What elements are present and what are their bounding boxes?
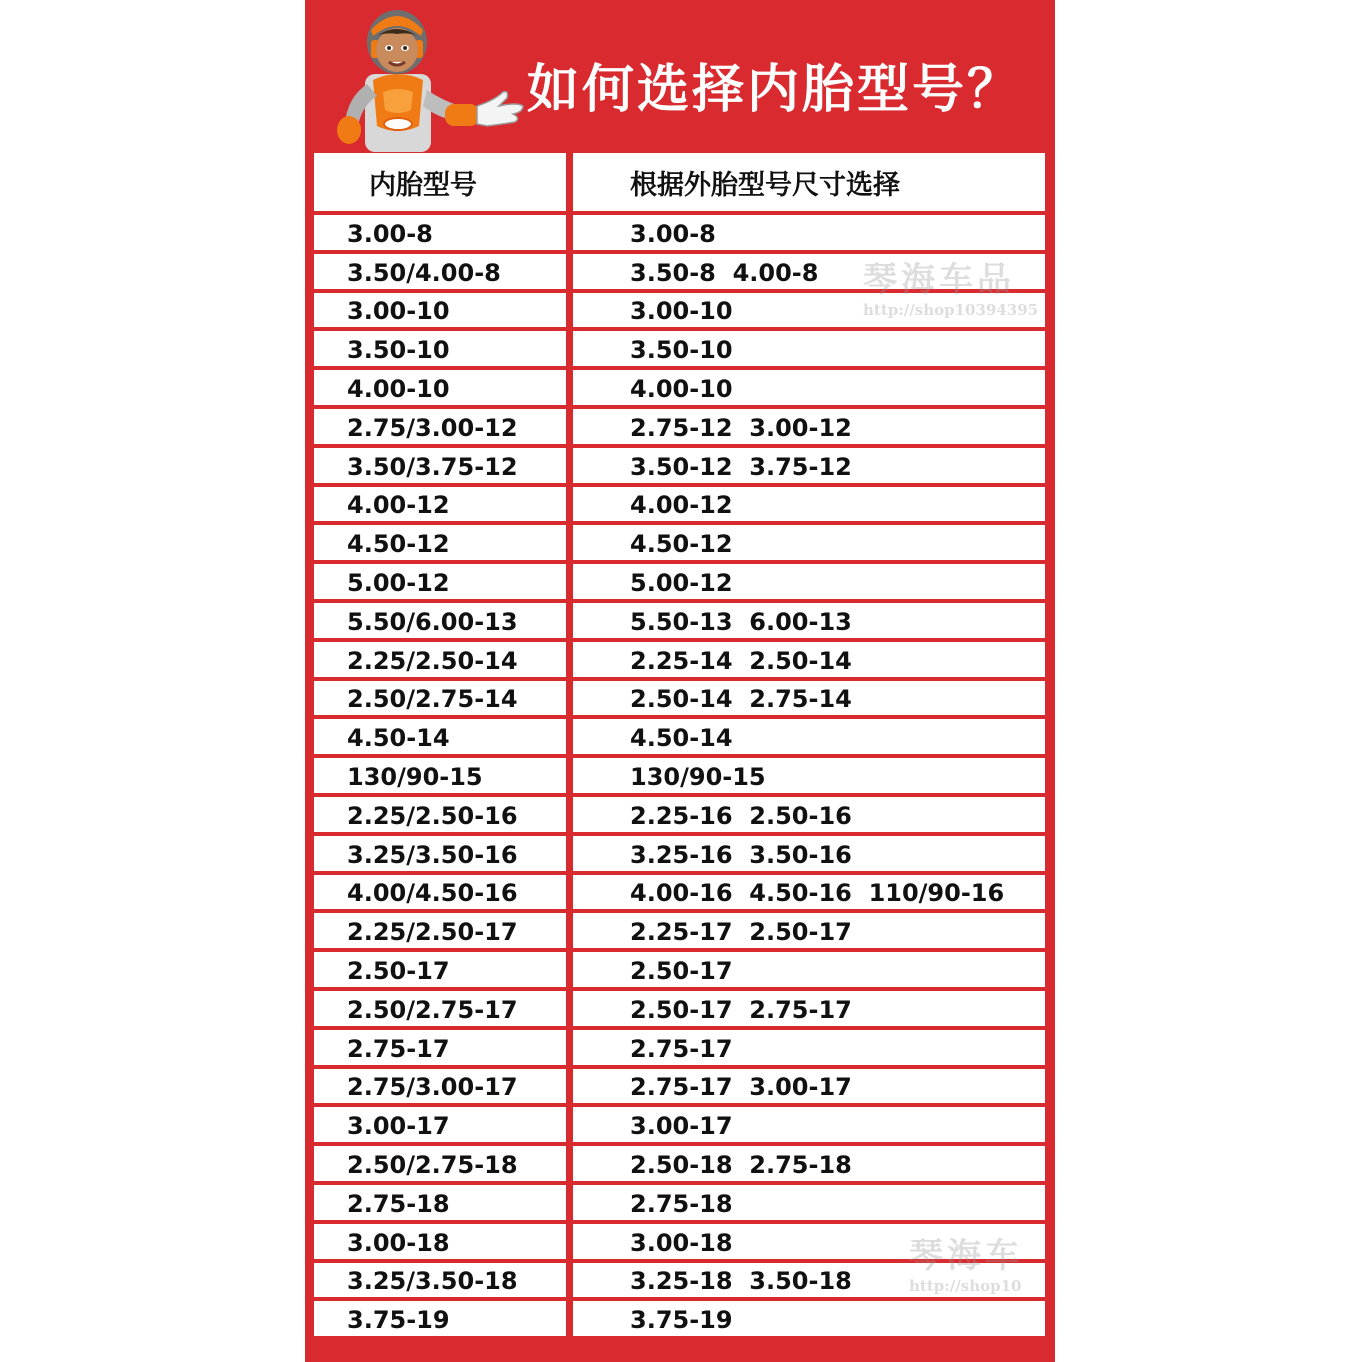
watermark-url: http://shop10 [909,1277,1022,1295]
inner-tube-model-cell: 3.00-17 [314,1107,566,1142]
outer-tire-size-cell: 2.75-17 3.00-17 [573,1069,1045,1104]
inner-tube-model-cell: 4.50-12 [314,525,566,560]
outer-tire-size-cell: 3.50-12 3.75-12 [573,448,1045,483]
table-row [314,1069,1045,1104]
inner-tube-model-cell: 4.00-10 [314,370,566,405]
table-row [314,254,1045,289]
outer-tire-size-cell: 4.00-16 4.50-16 110/90-16 [573,875,1045,910]
inner-tube-model-cell: 3.25/3.50-16 [314,836,566,871]
inner-tube-model-cell: 5.00-12 [314,564,566,599]
table-row [314,331,1045,366]
table-row [314,525,1045,560]
table-row [314,1301,1045,1336]
table-row [314,1224,1045,1259]
table-row [314,642,1045,677]
inner-tube-model-cell: 4.50-14 [314,719,566,754]
table-row [314,719,1045,754]
header-inner-tube-model: 内胎型号 [314,153,566,211]
inner-tube-model-cell: 130/90-15 [314,758,566,793]
outer-tire-size-cell: 3.00-10 [573,293,1045,328]
inner-tube-model-cell: 3.50/4.00-8 [314,254,566,289]
outer-tire-size-cell: 2.50-14 2.75-14 [573,681,1045,716]
table-row [314,603,1045,638]
outer-tire-size-cell: 5.50-13 6.00-13 [573,603,1045,638]
outer-tire-size-cell: 2.25-14 2.50-14 [573,642,1045,677]
tire-size-panel [305,0,1055,1362]
inner-tube-model-cell: 3.00-18 [314,1224,566,1259]
outer-tire-size-cell: 2.25-17 2.50-17 [573,913,1045,948]
outer-tire-size-cell: 2.75-18 [573,1185,1045,1220]
inner-tube-model-cell: 2.50/2.75-18 [314,1146,566,1181]
outer-tire-size-cell: 5.00-12 [573,564,1045,599]
outer-tire-size-cell: 2.75-12 3.00-12 [573,409,1045,444]
inner-tube-model-cell: 3.50/3.75-12 [314,448,566,483]
outer-tire-size-cell: 2.75-17 [573,1030,1045,1065]
inner-tube-model-cell: 3.00-10 [314,293,566,328]
inner-tube-model-cell: 3.75-19 [314,1301,566,1336]
table-row [314,1185,1045,1220]
inner-tube-model-cell: 2.50/2.75-17 [314,991,566,1026]
watermark-text: 琴海车品 [863,260,1015,300]
table-row [314,370,1045,405]
table-row [314,952,1045,987]
inner-tube-size-table [314,153,1045,1336]
watermark-url: http://shop10394395 [863,301,1039,319]
inner-tube-model-cell: 2.75/3.00-17 [314,1069,566,1104]
inner-tube-model-cell: 3.00-8 [314,215,566,250]
table-row [314,913,1045,948]
inner-tube-model-cell: 4.00-12 [314,487,566,522]
inner-tube-model-cell: 2.75-17 [314,1030,566,1065]
table-row [314,409,1045,444]
table-row [314,1030,1045,1065]
outer-tire-size-cell: 3.25-16 3.50-16 [573,836,1045,871]
header-outer-tire-size: 根据外胎型号尺寸选择 [573,153,1045,211]
outer-tire-size-cell: 2.50-17 [573,952,1045,987]
outer-tire-size-cell: 3.25-18 3.50-18 [573,1263,1045,1298]
table-row [314,448,1045,483]
inner-tube-model-cell: 3.25/3.50-18 [314,1263,566,1298]
table-body [314,215,1045,1336]
outer-tire-size-cell: 3.50-8 4.00-8 [573,254,1045,289]
table-row [314,836,1045,871]
table-row [314,991,1045,1026]
outer-tire-size-cell: 2.25-16 2.50-16 [573,797,1045,832]
table-row [314,564,1045,599]
outer-tire-size-cell: 2.50-17 2.75-17 [573,991,1045,1026]
outer-tire-size-cell: 4.50-14 [573,719,1045,754]
outer-tire-size-cell: 130/90-15 [573,758,1045,793]
inner-tube-model-cell: 2.25/2.50-17 [314,913,566,948]
page-title: 如何选择内胎型号？ [527,60,1023,120]
inner-tube-model-cell: 5.50/6.00-13 [314,603,566,638]
table-row [314,215,1045,250]
table-row [314,758,1045,793]
outer-tire-size-cell: 3.00-18 [573,1224,1045,1259]
outer-tire-size-cell: 2.50-18 2.75-18 [573,1146,1045,1181]
outer-tire-size-cell: 3.50-10 [573,331,1045,366]
inner-tube-model-cell: 2.75/3.00-12 [314,409,566,444]
table-row [314,875,1045,910]
table-row [314,1263,1045,1298]
robot-mascot-icon [327,6,527,154]
outer-tire-size-cell: 3.00-17 [573,1107,1045,1142]
inner-tube-model-cell: 2.50-17 [314,952,566,987]
outer-tire-size-cell: 4.00-12 [573,487,1045,522]
table-header-row [314,153,1045,211]
inner-tube-model-cell: 2.75-18 [314,1185,566,1220]
inner-tube-model-cell: 2.50/2.75-14 [314,681,566,716]
inner-tube-model-cell: 3.50-10 [314,331,566,366]
table-row [314,1107,1045,1142]
outer-tire-size-cell: 4.00-10 [573,370,1045,405]
table-row [314,1146,1045,1181]
table-row [314,487,1045,522]
outer-tire-size-cell: 4.50-12 [573,525,1045,560]
outer-tire-size-cell: 3.75-19 [573,1301,1045,1336]
table-row [314,797,1045,832]
inner-tube-model-cell: 4.00/4.50-16 [314,875,566,910]
inner-tube-model-cell: 2.25/2.50-14 [314,642,566,677]
table-row [314,293,1045,328]
watermark-text: 琴海车 [909,1236,1023,1276]
table-row [314,681,1045,716]
inner-tube-model-cell: 2.25/2.50-16 [314,797,566,832]
outer-tire-size-cell: 3.00-8 [573,215,1045,250]
